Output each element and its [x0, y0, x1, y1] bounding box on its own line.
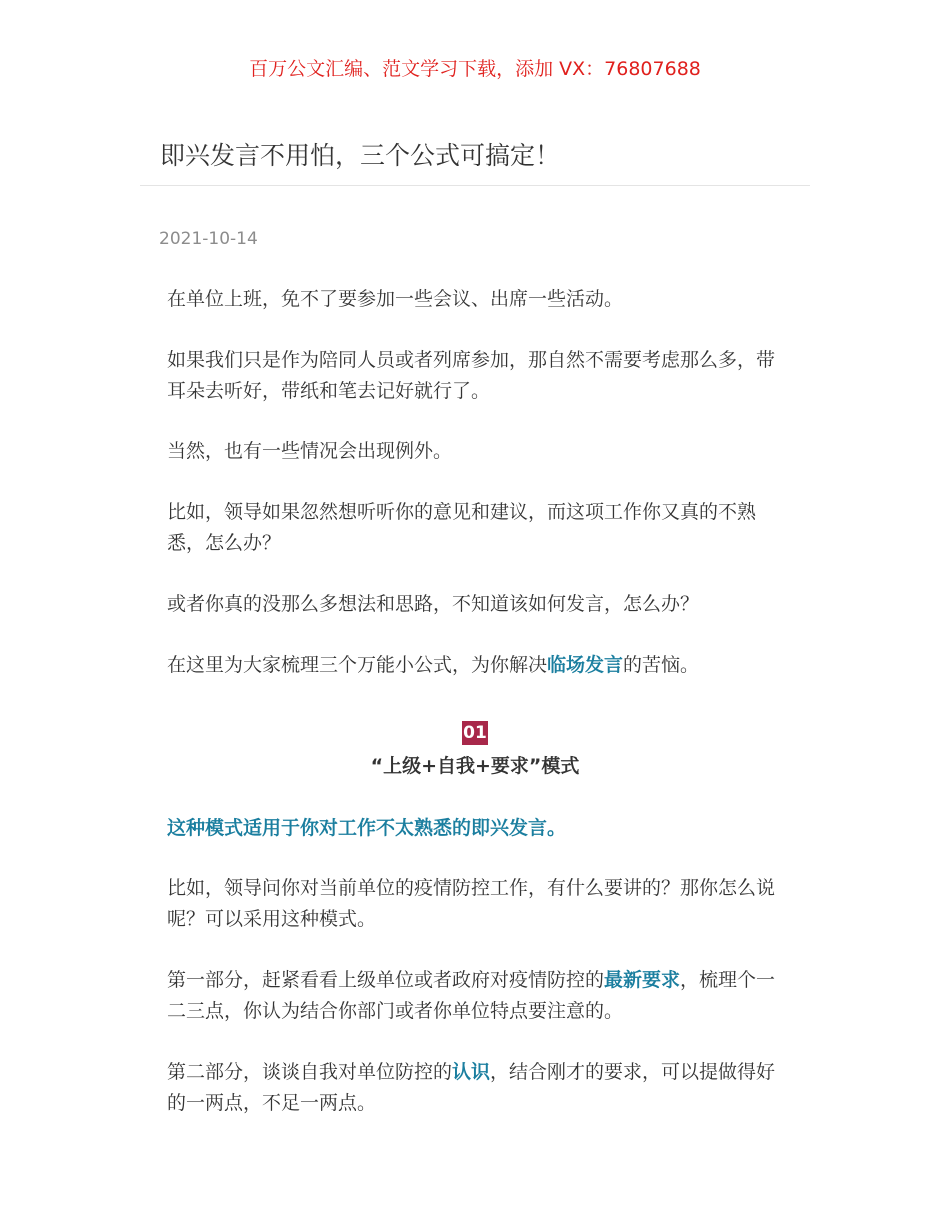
intro-paragraph-2: 如果我们只是作为陪同人员或者列席参加，那自然不需要考虑那么多，带耳朵去听好，带纸和笔去记好就行了。: [167, 349, 776, 402]
intro-paragraph-6-text-a: 在这里为大家梳理三个万能小公式，为你解决: [167, 654, 548, 676]
section-paragraph-3-text-a: 第二部分，谈谈自我对单位防控的: [167, 1061, 453, 1083]
intro-paragraph-6-text-b: 的苦恼。: [623, 654, 700, 676]
section-heading: “上级+自我+要求”模式: [370, 755, 580, 777]
highlight-impromptu-speech: 临场发言: [547, 654, 624, 676]
section-paragraph-3-text-b: ，结合刚才的要求，可以提做得好的一两点，不足一两点。: [167, 1061, 776, 1114]
watermark-banner: 百万公文汇编、范文学习下载，添加 VX：76807688: [249, 58, 701, 80]
intro-paragraph-3: 当然，也有一些情况会出现例外。: [167, 440, 453, 462]
section-number-badge: 01: [463, 723, 487, 743]
section-paragraph-2-text-b: ，梳理个一二三点，你认为结合你部门或者你单位特点要注意的。: [167, 969, 776, 1022]
intro-paragraph-5: 或者你真的没那么多想法和思路，不知道该如何发言，怎么办？: [167, 593, 700, 615]
intro-paragraph-1: 在单位上班，免不了要参加一些会议、出席一些活动。: [167, 288, 624, 310]
intro-paragraph-4: 比如，领导如果忽然想听听你的意见和建议，而这项工作你又真的不熟悉，怎么办？: [167, 501, 757, 554]
article-title: 即兴发言不用怕，三个公式可搞定！: [160, 141, 561, 170]
section-paragraph-3: [167, 1057, 787, 1119]
title-divider: [140, 185, 810, 186]
section-paragraph-2: [167, 965, 787, 1027]
section-paragraph-2-text-a: 第一部分，赶紧看看上级单位或者政府对疫情防控的: [167, 969, 605, 991]
intro-paragraph-6: [167, 650, 787, 681]
section-lead: 这种模式适用于你对工作不太熟悉的即兴发言。: [167, 817, 567, 839]
highlight-latest-requirements: 最新要求: [604, 969, 681, 991]
publish-date: 2021-10-14: [159, 229, 258, 249]
section-paragraph-1: 比如，领导问你对当前单位的疫情防控工作，有什么要讲的？那你怎么说呢？可以采用这种模式。: [167, 877, 776, 930]
highlight-understanding: 认识: [452, 1061, 491, 1083]
